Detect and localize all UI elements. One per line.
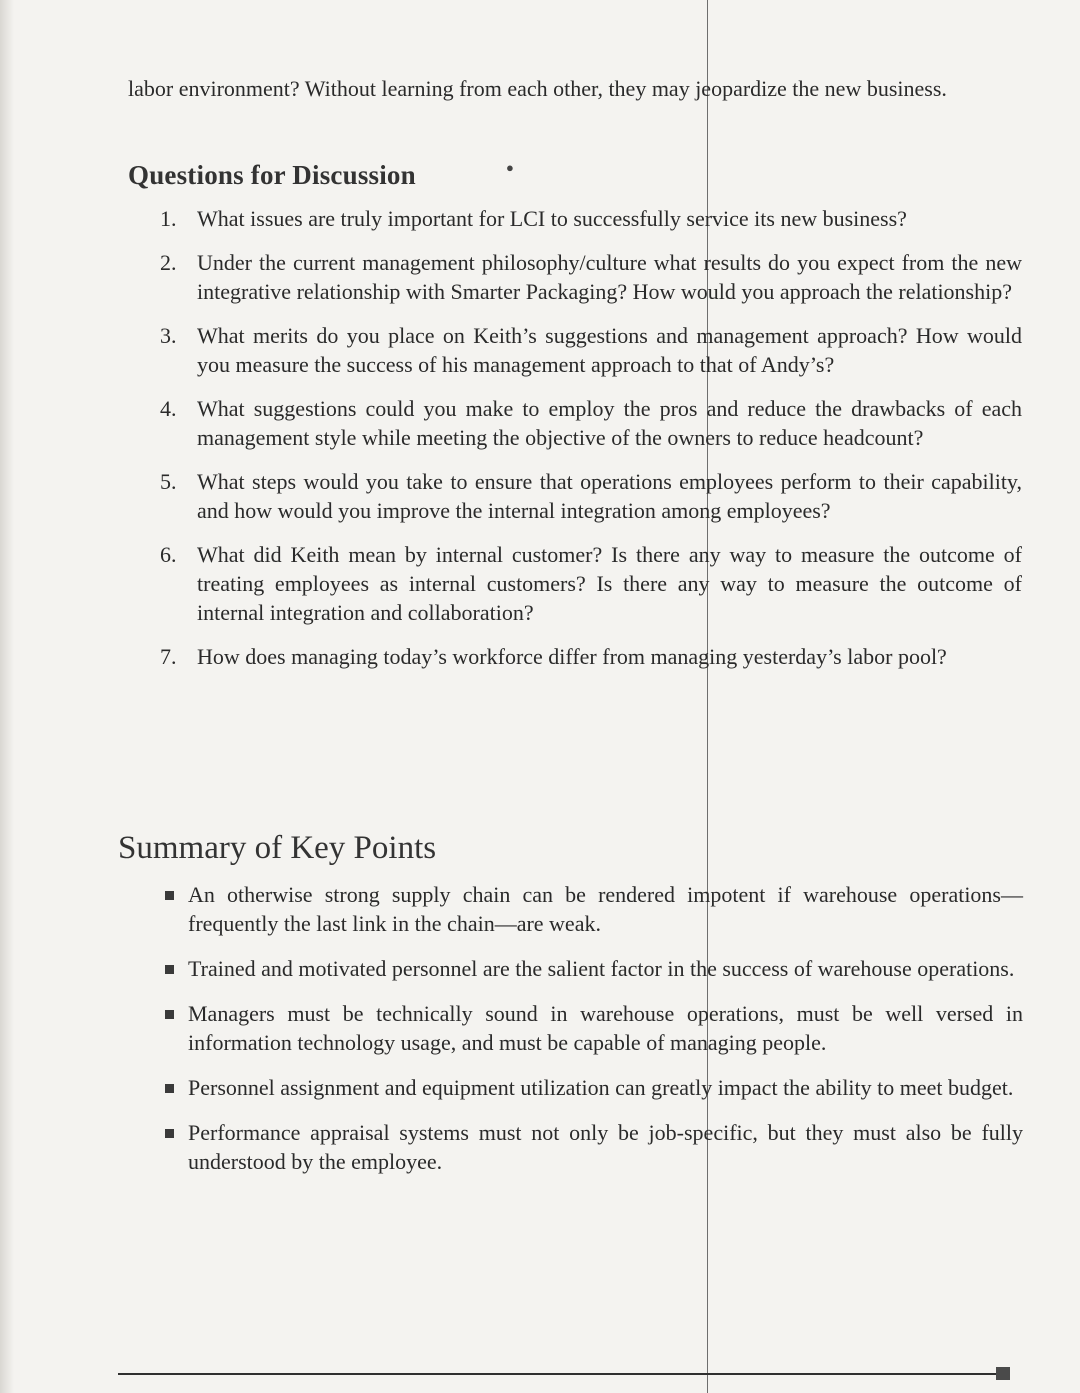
question-item xyxy=(160,467,1022,525)
questions-list xyxy=(160,204,1022,686)
speck-mark: ● xyxy=(506,160,514,175)
summary-heading: Summary of Key Points xyxy=(118,830,437,866)
question-item xyxy=(160,204,1022,233)
summary-item xyxy=(163,999,1023,1057)
question-text: What merits do you place on Keith’s suggestions and management approach? How would you measure the success of his management approach to that of Andy’s? xyxy=(197,323,1022,377)
question-number: 4. xyxy=(160,396,177,421)
summary-text: Managers must be technically sound in warehouse operations, must be well versed in information technology usage, and must be capable of managing people. xyxy=(188,1001,1023,1055)
summary-item xyxy=(163,1073,1023,1102)
question-number: 6. xyxy=(160,542,177,567)
question-item xyxy=(160,321,1022,379)
square-bullet-icon xyxy=(165,1129,174,1138)
question-text: Under the current management philosophy/culture what results do you expect from the new integrative relationship with Smarter Packaging? How would you approach the relationship? xyxy=(197,250,1022,304)
question-item xyxy=(160,540,1022,627)
question-text: How does managing today’s workforce differ from managing yesterday’s labor pool? xyxy=(197,644,947,669)
questions-heading: Questions for Discussion xyxy=(128,160,416,190)
question-number: 1. xyxy=(160,206,177,231)
square-bullet-icon xyxy=(165,1010,174,1019)
summary-text: Personnel assignment and equipment utilization can greatly impact the ability to meet budget. xyxy=(188,1075,1014,1100)
summary-item xyxy=(163,880,1023,938)
question-item xyxy=(160,642,1022,671)
summary-item xyxy=(163,954,1023,983)
page-edge-shadow xyxy=(0,0,14,1393)
summary-list xyxy=(163,880,1023,1192)
question-number: 3. xyxy=(160,323,177,348)
question-number: 2. xyxy=(160,250,177,275)
question-text: What did Keith mean by internal customer? Is there any way to measure the outcome of treating employees as internal customers? Is there any way to measure the outcome of internal integration and collaboration? xyxy=(197,542,1022,625)
intro-paragraph: labor environment? Without learning from each other, they may jeopardize the new business. xyxy=(128,76,947,101)
summary-text: Trained and motivated personnel are the salient factor in the success of warehouse operations. xyxy=(188,956,1015,981)
question-text: What steps would you take to ensure that operations employees perform to their capability, and how would you improve the internal integration among employees? xyxy=(197,469,1022,523)
summary-item xyxy=(163,1118,1023,1176)
question-text: What suggestions could you make to employ the pros and reduce the drawbacks of each management style while meeting the objective of the owners to reduce headcount? xyxy=(197,396,1022,450)
footer-block-mark xyxy=(996,1367,1010,1380)
question-number: 5. xyxy=(160,469,177,494)
summary-text: Performance appraisal systems must not only be job-specific, but they must also be fully understood by the employee. xyxy=(188,1120,1023,1174)
square-bullet-icon xyxy=(165,891,174,900)
footer-rule xyxy=(118,1373,998,1375)
question-number: 7. xyxy=(160,644,177,669)
square-bullet-icon xyxy=(165,1084,174,1093)
question-item xyxy=(160,248,1022,306)
summary-text: An otherwise strong supply chain can be rendered impotent if warehouse operations—frequently the last link in the chain—are weak. xyxy=(188,882,1023,936)
square-bullet-icon xyxy=(165,965,174,974)
question-text: What issues are truly important for LCI to successfully service its new business? xyxy=(197,206,907,231)
question-item xyxy=(160,394,1022,452)
